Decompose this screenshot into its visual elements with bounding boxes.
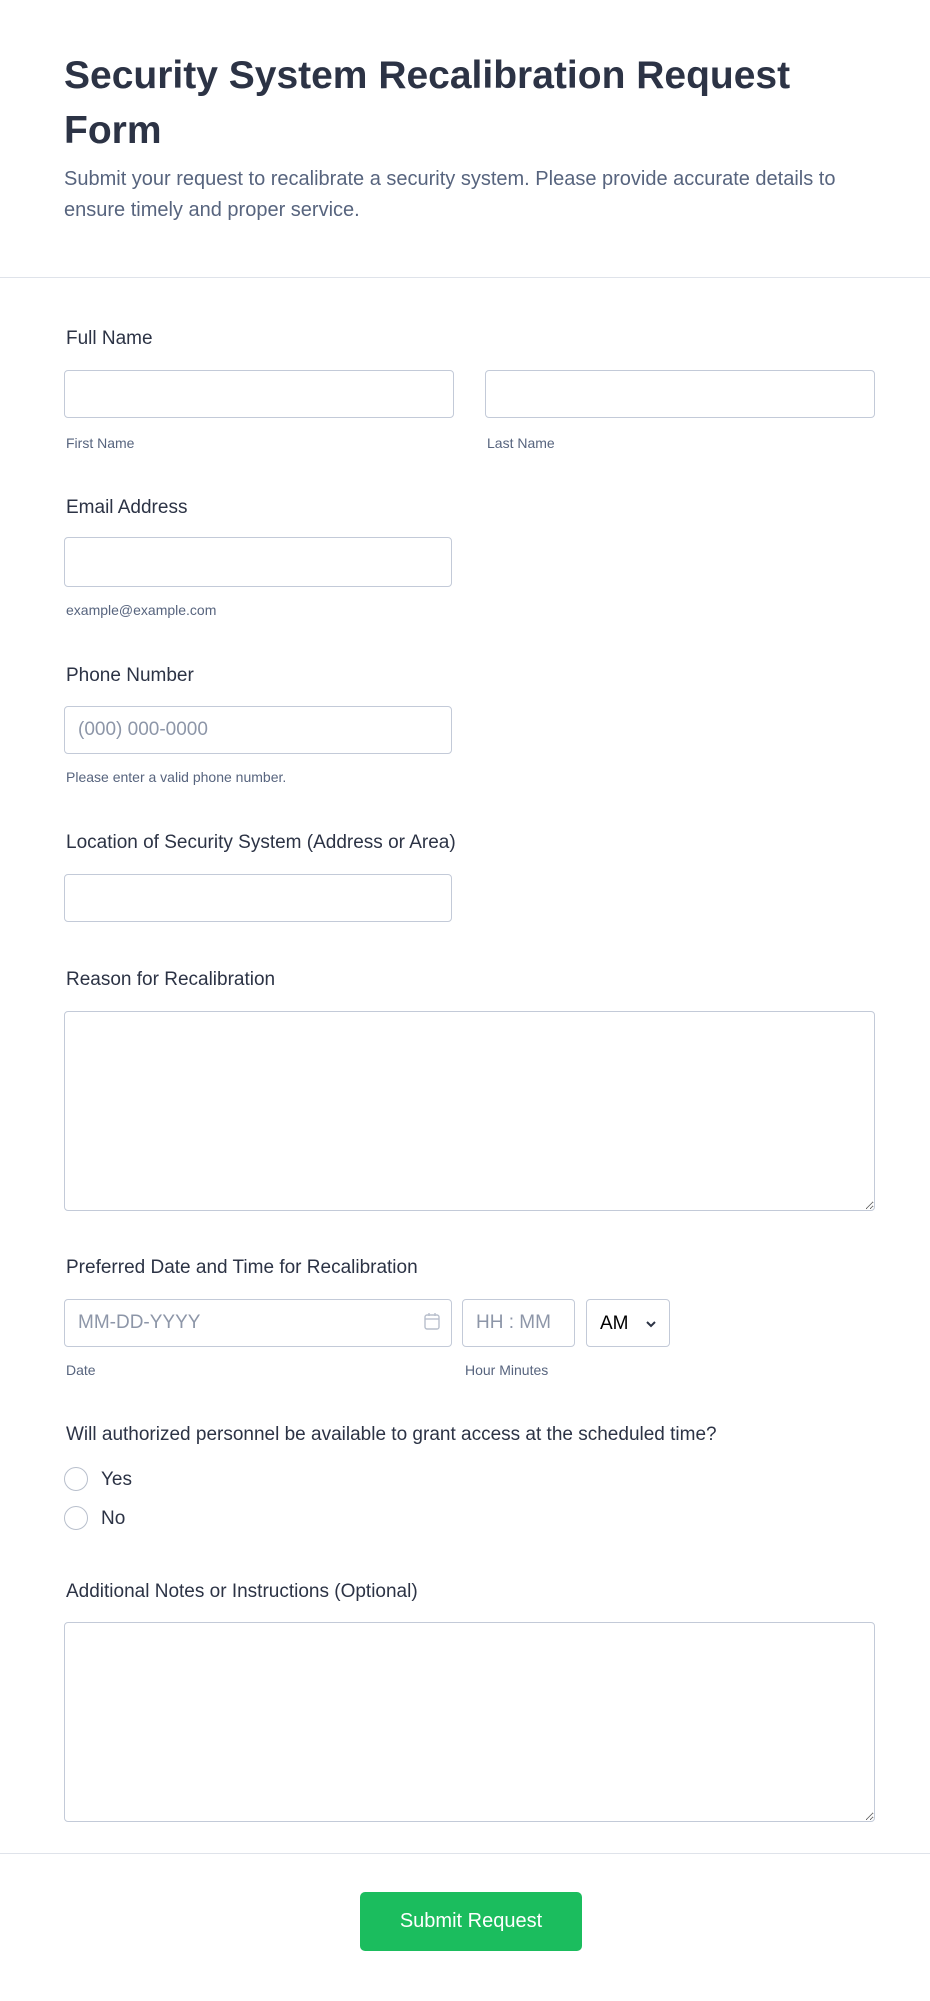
phone-sublabel: Please enter a valid phone number.: [66, 769, 287, 785]
last-name-input[interactable]: [485, 370, 875, 418]
radio-button[interactable]: [64, 1506, 88, 1530]
chevron-down-icon: [645, 1320, 657, 1328]
submit-button[interactable]: Submit Request: [360, 1892, 582, 1951]
ampm-select[interactable]: [586, 1299, 670, 1347]
footer-divider: [0, 1853, 930, 1854]
datetime-label: Preferred Date and Time for Recalibration: [66, 1257, 418, 1278]
date-input[interactable]: [64, 1299, 452, 1347]
first-name-input[interactable]: [64, 370, 454, 418]
email-input[interactable]: [64, 537, 452, 587]
header-divider: [0, 277, 930, 278]
email-sublabel: example@example.com: [66, 602, 217, 618]
time-input[interactable]: [462, 1299, 575, 1347]
access-question: Will authorized personnel be available to grant access at the scheduled time?: [66, 1424, 717, 1445]
notes-label: Additional Notes or Instructions (Optional): [66, 1581, 418, 1602]
ampm-value: AM: [600, 1313, 629, 1334]
location-label: Location of Security System (Address or Area): [66, 832, 456, 853]
radio-button[interactable]: [64, 1467, 88, 1491]
date-sublabel: Date: [66, 1362, 96, 1378]
last-name-sublabel: Last Name: [487, 435, 555, 451]
reason-textarea[interactable]: [64, 1011, 875, 1211]
date-field: [64, 1299, 452, 1347]
full-name-label: Full Name: [66, 328, 153, 349]
location-input[interactable]: [64, 874, 452, 922]
radio-label: No: [101, 1508, 126, 1529]
time-sublabel: Hour Minutes: [465, 1362, 549, 1378]
phone-label: Phone Number: [66, 665, 194, 686]
reason-label: Reason for Recalibration: [66, 969, 276, 990]
calendar-icon[interactable]: [424, 1312, 440, 1330]
first-name-sublabel: First Name: [66, 435, 135, 451]
email-label: Email Address: [66, 497, 188, 518]
page-title: Security System Recalibration Request Form: [64, 54, 791, 152]
page-subtitle: Submit your request to recalibrate a security system. Please provide accurate details to ensure timely and proper service.: [64, 168, 836, 221]
radio-label: Yes: [101, 1469, 132, 1490]
notes-textarea[interactable]: [64, 1622, 875, 1822]
phone-input[interactable]: [64, 706, 452, 754]
